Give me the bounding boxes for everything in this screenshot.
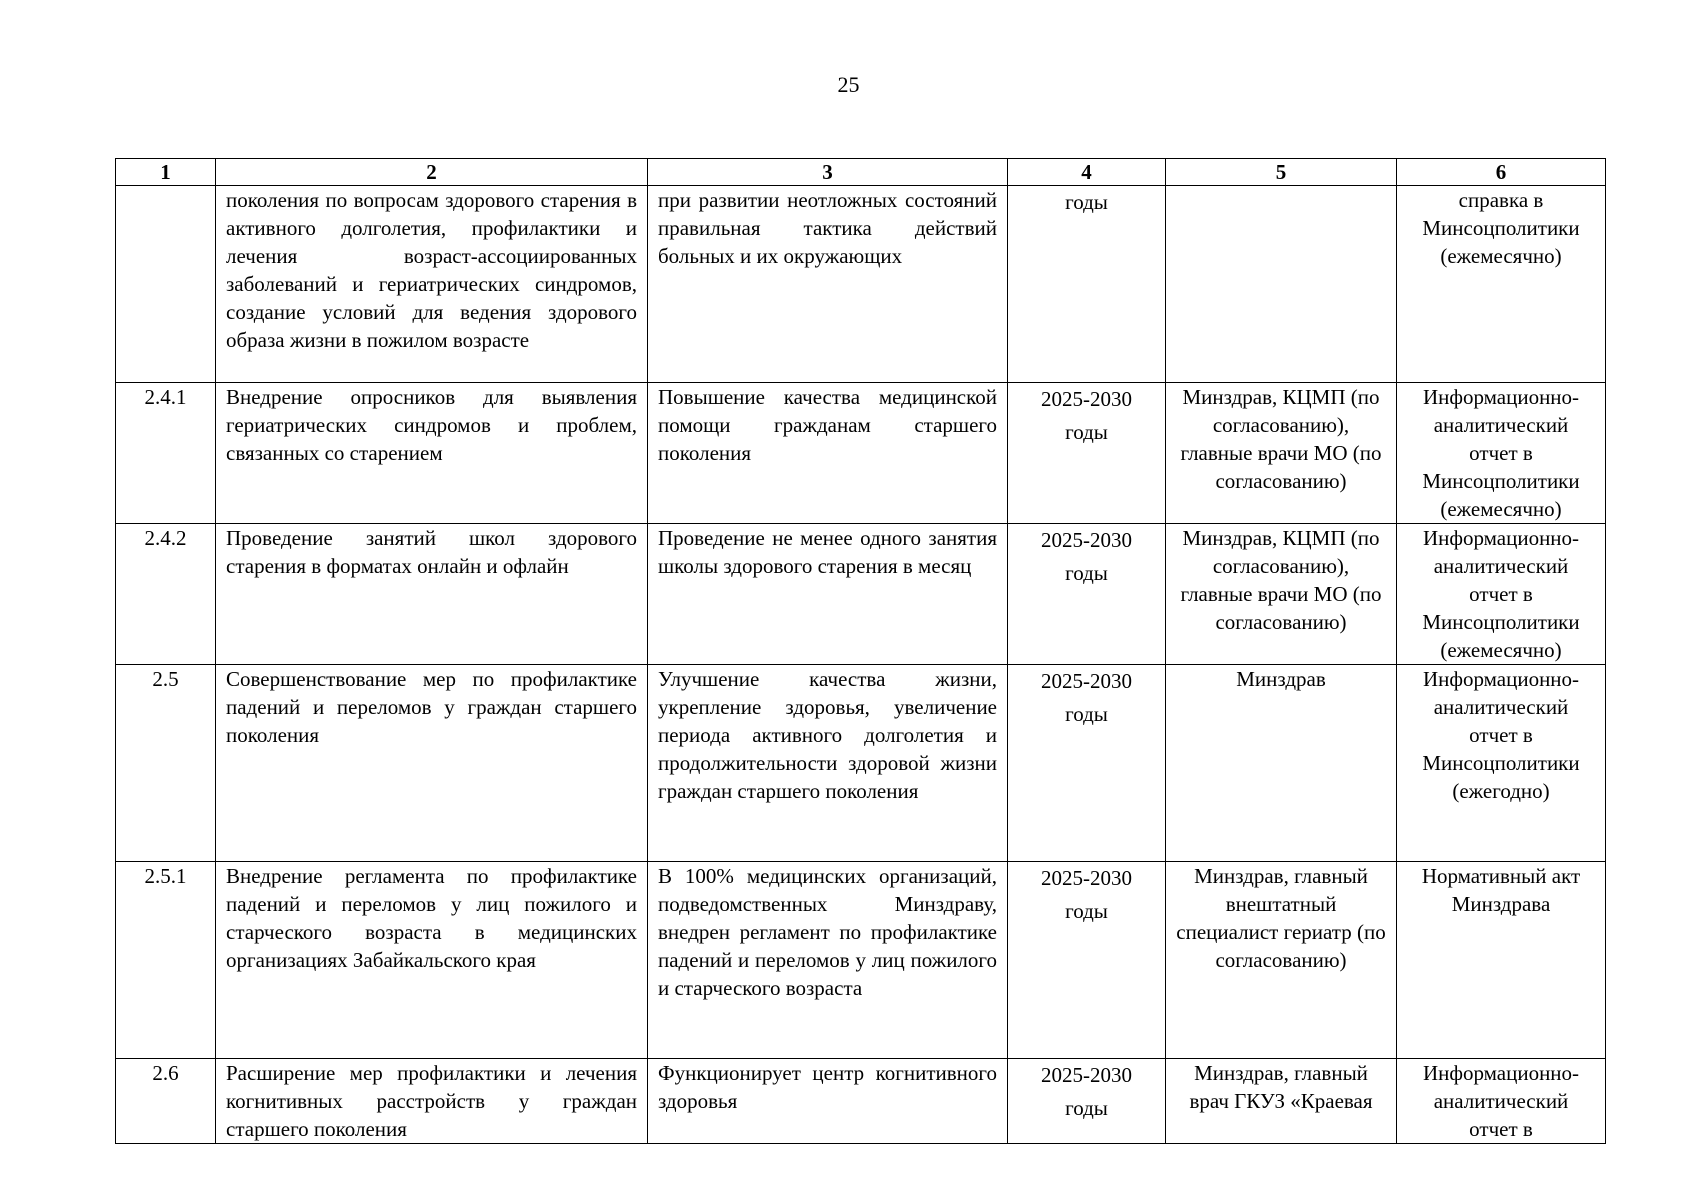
row-number-cell: 2.5.1 (116, 862, 216, 1059)
report-cell: Нормативный акт Минздрава (1397, 862, 1606, 1059)
executor-cell: Минздрав (1166, 665, 1397, 862)
table-row (116, 186, 1606, 383)
result-cell: Повышение качества медицинской помощи гражданам старшего поколения (648, 383, 1008, 524)
period-cell: 2025-2030 годы (1008, 524, 1166, 665)
column-header: 6 (1397, 159, 1606, 186)
measure-cell: Внедрение опросников для выявления гериатрических синдромов и проблем, связанных со старением (216, 383, 648, 524)
report-cell: Информационно-аналитический отчет в Минсоцполитики (ежемесячно) (1397, 524, 1606, 665)
measure-cell: Проведение занятий школ здорового старения в форматах онлайн и офлайн (216, 524, 648, 665)
result-cell: Проведение не менее одного занятия школы здорового старения в месяц (648, 524, 1008, 665)
measures-table (115, 158, 1606, 1144)
executor-cell: Минздрав, главный врач ГКУЗ «Краевая (1166, 1059, 1397, 1144)
row-number-cell: 2.6 (116, 1059, 216, 1144)
report-cell: справка в Минсоцполитики (ежемесячно) (1397, 186, 1606, 383)
report-cell: Информационно-аналитический отчет в Минсоцполитики (ежегодно) (1397, 665, 1606, 862)
executor-cell: Минздрав, КЦМП (по согласованию), главные врачи МО (по согласованию) (1166, 524, 1397, 665)
table-header-row (116, 159, 1606, 186)
table-row (116, 524, 1606, 665)
table-row (116, 665, 1606, 862)
measure-cell: Внедрение регламента по профилактике падений и переломов у лиц пожилого и старческого возраста в медицинских организациях Забайкальского края (216, 862, 648, 1059)
period-cell: 2025-2030 годы (1008, 1059, 1166, 1144)
measure-cell: поколения по вопросам здорового старения в активного долголетия, профилактики и лечения возраст-ассоциированных заболеваний и гериатрических синдромов, создание условий для ведения здорового образа жизни в пожилом возрасте (216, 186, 648, 383)
executor-cell (1166, 186, 1397, 383)
row-number-cell: 2.4.1 (116, 383, 216, 524)
measure-cell: Расширение мер профилактики и лечения когнитивных расстройств у граждан старшего поколения (216, 1059, 648, 1144)
page-number: 25 (837, 72, 860, 97)
table-row (116, 383, 1606, 524)
period-cell: 2025-2030 годы (1008, 862, 1166, 1059)
column-header: 4 (1008, 159, 1166, 186)
measure-cell: Совершенствование мер по профилактике падений и переломов у граждан старшего поколения (216, 665, 648, 862)
row-number-cell: 2.5 (116, 665, 216, 862)
result-cell: Функционирует центр когнитивного здоровья (648, 1059, 1008, 1144)
row-number-cell: 2.4.2 (116, 524, 216, 665)
column-header: 5 (1166, 159, 1397, 186)
period-cell: 2025-2030 годы (1008, 665, 1166, 862)
report-cell: Информационно-аналитический отчет в (1397, 1059, 1606, 1144)
period-cell: годы (1008, 186, 1166, 383)
result-cell: Улучшение качества жизни, укрепление здоровья, увеличение периода активного долголетия и продолжительности здоровой жизни граждан старшего поколения (648, 665, 1008, 862)
result-cell: В 100% медицинских организаций, подведомственных Минздраву, внедрен регламент по профилактике падений и переломов у лиц пожилого и старческого возраста (648, 862, 1008, 1059)
report-cell: Информационно-аналитический отчет в Минсоцполитики (ежемесячно) (1397, 383, 1606, 524)
column-header: 3 (648, 159, 1008, 186)
executor-cell: Минздрав, КЦМП (по согласованию), главные врачи МО (по согласованию) (1166, 383, 1397, 524)
executor-cell: Минздрав, главный внештатный специалист гериатр (по согласованию) (1166, 862, 1397, 1059)
column-header: 1 (116, 159, 216, 186)
result-cell: при развитии неотложных состояний правильная тактика действий больных и их окружающих (648, 186, 1008, 383)
table-row (116, 1059, 1606, 1144)
column-header: 2 (216, 159, 648, 186)
period-cell: 2025-2030 годы (1008, 383, 1166, 524)
table-row (116, 862, 1606, 1059)
row-number-cell (116, 186, 216, 383)
